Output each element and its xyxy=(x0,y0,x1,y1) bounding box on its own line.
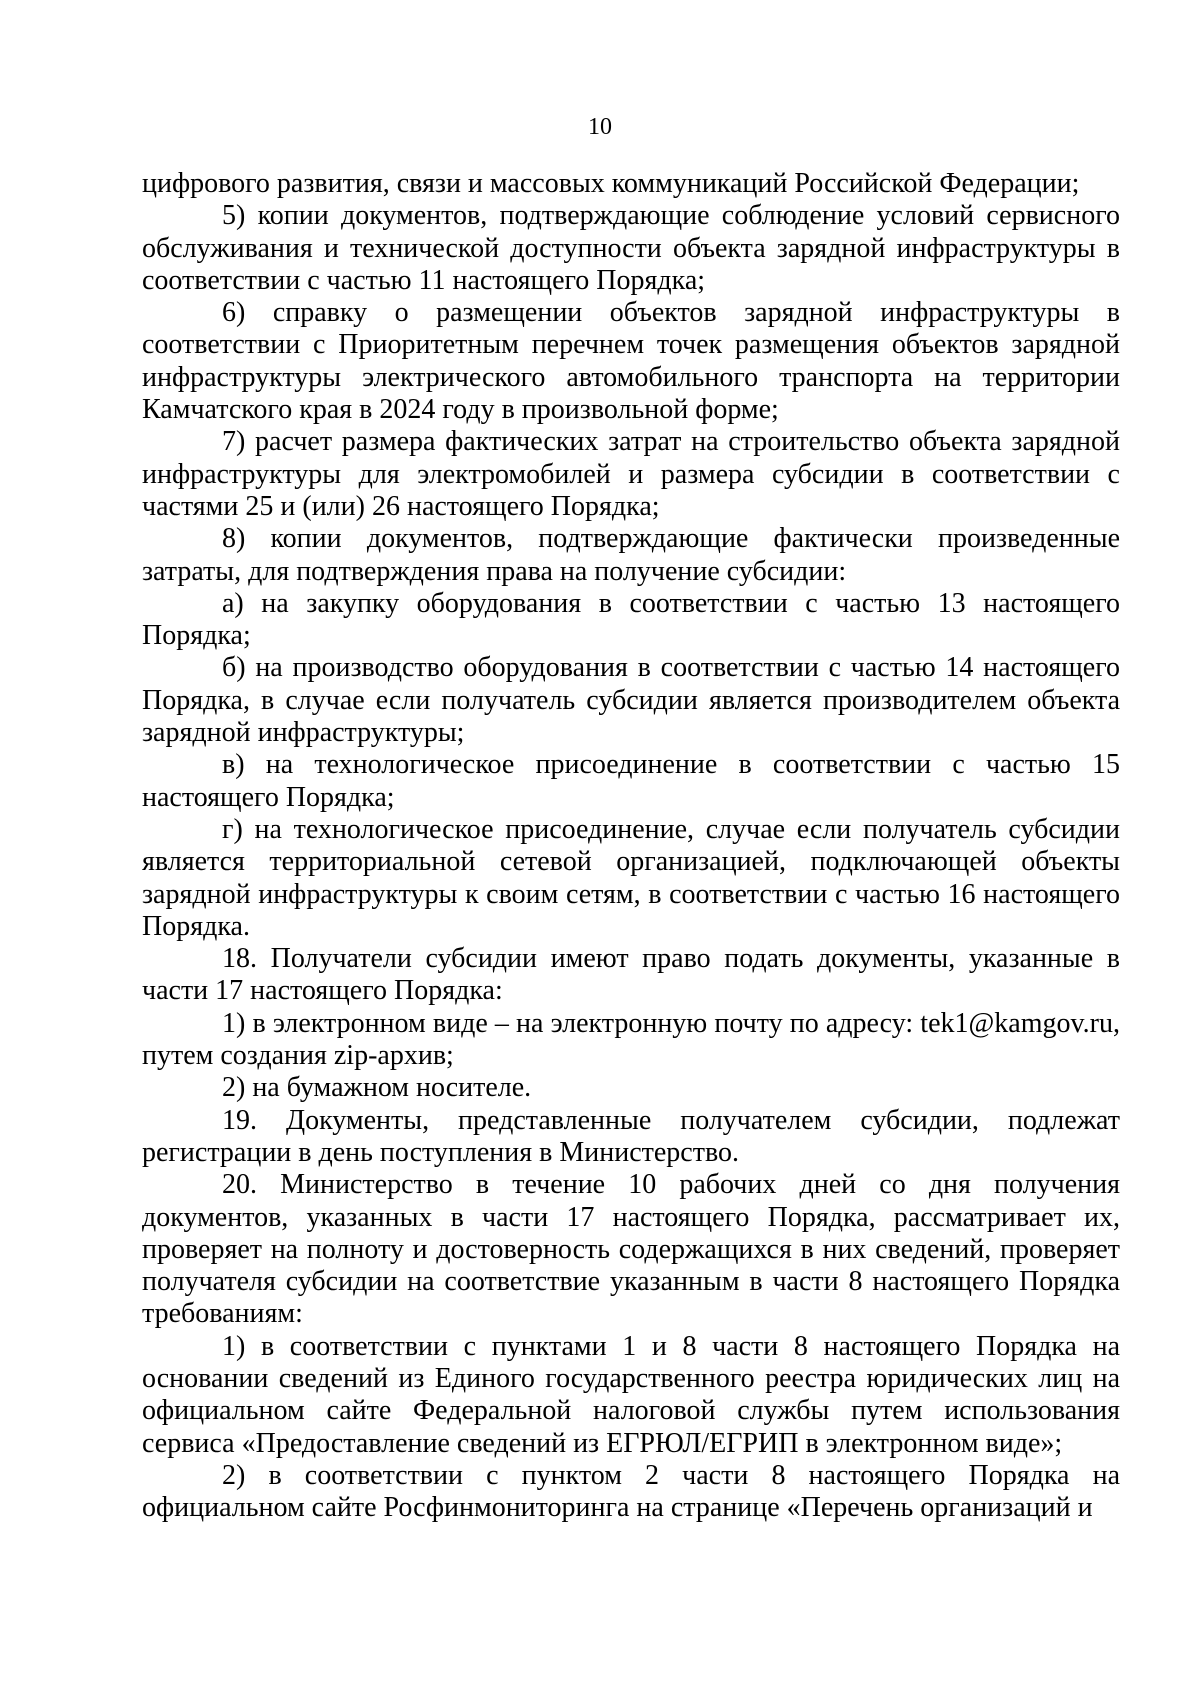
section-20-paragraph: 20. Министерство в течение 10 рабочих дней со дня получения документов, указанных в части 17 настоящего Порядка, рассматривает их, проверяет на полноту и достоверность содержащихся в них сведений, проверяет получателя субсидии на соответствие указанным в части 8 настоящего Порядка требованиям: xyxy=(142,1169,1120,1330)
sub-item-g: г) на технологическое присоединение, случае если получатель субсидии является территориальной сетевой организацией, подключающей объекты зарядной инфраструктуры к своим сетям, в соответствии с частью 16 настоящего Порядка. xyxy=(142,813,1120,942)
sub-item-b: б) на производство оборудования в соответствии с частью 14 настоящего Порядка, в случае если получатель субсидии является производителем объекта зарядной инфраструктуры; xyxy=(142,652,1120,749)
section-20-list-item-1: 1) в соответствии с пунктами 1 и 8 части 8 настоящего Порядка на основании сведений из Единого государственного реестра юридических лиц на официальном сайте Федеральной налоговой службы путем использования сервиса «Предоставление сведений из ЕГРЮЛ/ЕГРИП в электронном виде»; xyxy=(142,1330,1120,1459)
section-18-paragraph: 18. Получатели субсидии имеют право подать документы, указанные в части 17 настоящего Порядка: xyxy=(142,943,1120,1007)
page-number: 10 xyxy=(588,114,612,140)
sub-item-a: а) на закупку оборудования в соответствии с частью 13 настоящего Порядка; xyxy=(142,587,1120,652)
list-item-6: 6) справку о размещении объектов зарядной инфраструктуры в соответствии с Приоритетным перечнем точек размещения объектов зарядной инфраструктуры электрического автомобильного транспорта на территории Камчатского края в 2024 году в произвольной форме; xyxy=(142,297,1120,426)
paragraph-continuation: цифрового развития, связи и массовых коммуникаций Российской Федерации; xyxy=(142,168,1080,199)
list-item-5: 5) копии документов, подтверждающие соблюдение условий сервисного обслуживания и технической доступности объекта зарядной инфраструктуры в соответствии с частью 11 настоящего Порядка; xyxy=(142,200,1120,296)
list-item-7: 7) расчет размера фактических затрат на строительство объекта зарядной инфраструктуры для электромобилей и размера субсидии в соответствии с частями 25 и (или) 26 настоящего Порядка; xyxy=(142,426,1120,522)
section-20-list-item-2: 2) в соответствии с пунктом 2 части 8 настоящего Порядка на официальном сайте Росфинмониторинга на странице «Перечень организаций и xyxy=(142,1459,1120,1524)
section-19-paragraph: 19. Документы, представленные получателем субсидии, подлежат регистрации в день поступления в Министерство. xyxy=(142,1104,1120,1168)
section-18-list-item-1: 1) в электронном виде – на электронную почту по адресу: tek1@kamgov.ru, путем создания zip-архив; xyxy=(142,1007,1120,1072)
document-body xyxy=(142,168,1120,1524)
list-item-8: 8) копии документов, подтверждающие фактически произведенные затраты, для подтверждения права на получение субсидии: xyxy=(142,523,1120,587)
section-18-list-item-2: 2) на бумажном носителе. xyxy=(222,1072,532,1104)
sub-item-v: в) на технологическое присоединение в соответствии с частью 15 настоящего Порядка; xyxy=(142,749,1120,813)
